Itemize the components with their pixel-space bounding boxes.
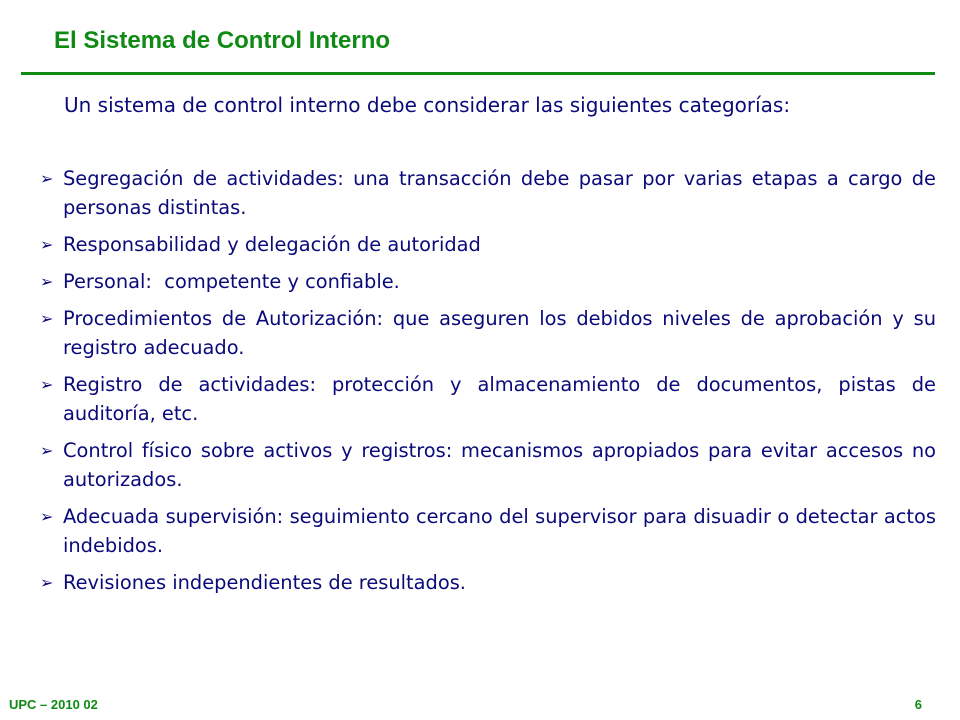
- arrow-bullet-icon: ➢: [40, 573, 54, 592]
- bullet-item: [40, 304, 936, 362]
- arrow-bullet-icon: ➢: [40, 441, 54, 460]
- arrow-bullet-icon: ➢: [40, 507, 54, 526]
- bullet-item: [40, 502, 936, 560]
- bullet-item: [40, 436, 936, 494]
- bullet-text: Segregación de actividades: una transacción debe pasar por varias etapas a cargo de personas distintas.: [63, 167, 936, 219]
- bullet-text: Procedimientos de Autorización: que aseguren los debidos niveles de aprobación y su registro adecuado.: [63, 307, 936, 359]
- bullet-text: Personal: competente y confiable.: [63, 270, 400, 293]
- bullet-item: [40, 370, 936, 428]
- intro-text: Un sistema de control interno debe considerar las siguientes categorías:: [64, 93, 791, 117]
- bullet-item: [40, 230, 936, 259]
- arrow-bullet-icon: ➢: [40, 272, 54, 291]
- footer-course-label: UPC – 2010 02: [9, 697, 98, 712]
- slide-title: El Sistema de Control Interno: [54, 27, 391, 54]
- bullet-text: Registro de actividades: protección y almacenamiento de documentos, pistas de auditoría, etc.: [63, 373, 936, 425]
- bullet-item: [40, 568, 936, 597]
- page-number: 6: [914, 697, 922, 712]
- arrow-bullet-icon: ➢: [40, 169, 54, 188]
- bullet-list: [40, 164, 936, 605]
- bullet-text: Revisiones independientes de resultados.: [63, 571, 466, 594]
- bullet-item: [40, 267, 936, 296]
- bullet-item: [40, 164, 936, 222]
- title-divider: [21, 72, 935, 75]
- bullet-text: Adecuada supervisión: seguimiento cercano del supervisor para disuadir o detectar actos indebidos.: [63, 505, 936, 557]
- arrow-bullet-icon: ➢: [40, 375, 54, 394]
- arrow-bullet-icon: ➢: [40, 309, 54, 328]
- bullet-text: Control físico sobre activos y registros: mecanismos apropiados para evitar accesos no autorizados.: [63, 439, 936, 491]
- arrow-bullet-icon: ➢: [40, 235, 54, 254]
- bullet-text: Responsabilidad y delegación de autoridad: [63, 233, 481, 256]
